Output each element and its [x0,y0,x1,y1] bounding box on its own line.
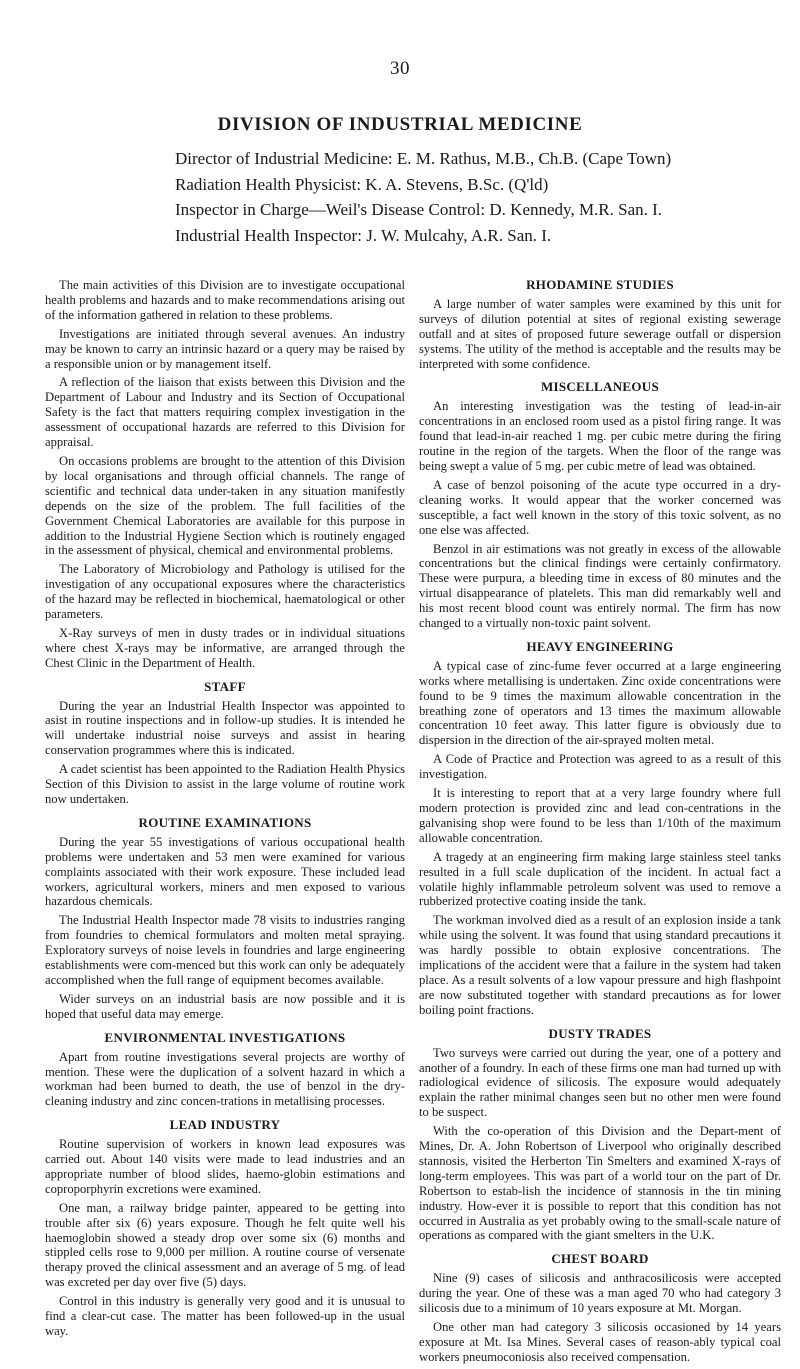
section-heading-chest-board: CHEST BOARD [551,1251,649,1267]
staff-list [175,146,775,248]
paragraph: A tragedy at an engineering firm making large stainless steel tanks resulted in a full scale duplication of the incident. In actual fact a volatile highly inflammable petroleum solvent was used to remove a rubberized protective coating inside the tank. [419,849,781,909]
paragraph: Investigations are initiated through several avenues. An industry may be known to carry an intrinsic hazard or a query may be raised by a responsible union or by management itself. [45,326,405,371]
paragraph: A reflection of the liaison that exists between this Division and the Department of Labour and Industry and its Section of Occupational Safety is the fact that matters requiring complex investigation in the assessment of occupational hazards are referred to this Division for appraisal. [45,375,405,450]
left-column [45,278,405,1343]
paragraph: One man, a railway bridge painter, appeared to be getting into trouble after six (6) years exposure. Though he felt quite well his haemoglobin showed a steady drop over some six (6) months and stippled cells rose to 9,000 per million. A routine course of versenate therapy proved the clinical assessment and an average of 5 mg. of lead was excreted per day over five (5) days. [45,1200,405,1290]
paragraph: A cadet scientist has been appointed to the Radiation Health Physics Section of this Division to assist in the large volume of routine work now undertaken. [45,762,405,806]
paragraph: Benzol in air estimations was not greatly in excess of the allowable concentrations but the clinical findings were certainly confirmatory. These were purpura, a bleeding time in excess of 80 minutes and the virtual disappearance of platelets. This man did remarkably well and his most recent blood count was entirely normal. The firm has now changed to a virtually non-toxic paint solvent. [419,541,781,631]
staff-health-inspector: Industrial Health Inspector: J. W. Mulcahy, A.R. San. I. [175,225,552,245]
paragraph: A typical case of zinc-fume fever occurred at a large engineering works where metallising is undertaken. Zinc oxide concentrations were found to be 9 times the maximum allowable concentration in the breathing zone of operators and 13 times the maximum allowable concentration 10 feet away. This latter figure is obviously due to dispersion in the direction of the air-sprayed molten metal. [419,658,781,748]
paragraph: A Code of Practice and Protection was agreed to as a result of this investigation. [419,752,781,782]
paragraph: The Industrial Health Inspector made 78 visits to industries ranging from foundries to chemical formulators and molten metal spraying. Exploratory surveys of noise levels in foundries and large engineering establishments were com-menced but this work can only be adequately accomplished when the full range of equipment becomes available. [45,913,405,987]
paragraph: The Laboratory of Microbiology and Pathology is utilised for the investigation of any occupational exposures where the characteristics of the hazard may be reflected in biochemical, haematological or other parameters. [45,562,405,622]
right-column [419,278,781,1369]
page-number: 30 [390,58,410,79]
paragraph: Wider surveys on an industrial basis are now possible and it is hoped that useful data may emerge. [45,991,405,1021]
paragraph: One other man had category 3 silicosis occasioned by 14 years exposure at Mt. Isa Mines. Several cases of reason-ably typical coal workers pneumoconiosis also received compensation. [419,1320,781,1364]
staff-inspector-in-charge: Inspector in Charge—Weil's Disease Control: D. Kennedy, M.R. San. I. [175,200,663,219]
paragraph: X-Ray surveys of men in dusty trades or in individual situations where chest X-rays may be informative, are arranged through the Chest Clinic in the Department of Health. [45,625,405,670]
staff-physicist: Radiation Health Physicist: K. A. Stevens, B.Sc. (Q'ld) [175,174,549,194]
paragraph: Control in this industry is generally very good and it is unusual to find a clear-cut case. The matter has been followed-up in the usual way. [45,1294,405,1338]
section-heading-rhodamine: RHODAMINE STUDIES [526,277,674,292]
paragraph: With the co-operation of this Division and the Depart-ment of Mines, Dr. A. John Robertson of Liverpool who originally described stannosis, visited the Herberton Tin Smelters and examined X-rays of long-term employees. This was part of a world tour on the part of Dr. Robertson to estab-lish the incidence of stannosis in the tin mining industry. How-ever it is possible to report that this condition has not occurred in Australia as yet probably owing to the small-scale nature of operations as compared with the giant smelters in the U.K. [419,1124,781,1243]
paragraph: During the year 55 investigations of various occupational health problems were undertaken and 53 men were examined for various complaints associated with their work exposure. These included lead workers, agricultural workers, miners and men exposed to various hazardous chemicals. [45,834,405,909]
section-heading-routine: ROUTINE EXAMINATIONS [138,814,312,830]
section-heading-staff: STAFF [204,678,246,694]
paragraph: A large number of water samples were examined by this unit for surveys of dilution potential at sites of regional existing sewerage outfall and at sites of proposed future sewerage outfall or dispersion systems. The utility of the method is acceptable and the results may be interpreted with some confidence. [419,296,781,371]
staff-director: Director of Industrial Medicine: E. M. Rathus, M.B., Ch.B. (Cape Town) [175,149,672,168]
paragraph: A case of benzol poisoning of the acute type occurred in a dry-cleaning works. It would appear that the worker concerned was susceptible, a fact well known in the story of this toxic solvent, as no one else was affected. [419,477,781,537]
section-heading-lead: LEAD INDUSTRY [169,1117,281,1133]
paragraph: Routine supervision of workers in known lead exposures was carried out. About 140 visits were made to lead industries and an appropriate number of blood slides, haemo-globin estimations and coproporphyrin excretions were examined. [45,1137,405,1196]
section-heading-dusty-trades: DUSTY TRADES [548,1025,652,1041]
division-title: DIVISION OF INDUSTRIAL MEDICINE [217,114,583,135]
paragraph: An interesting investigation was the testing of lead-in-air concentrations in an enclosed room used as a pistol firing range. It was found that lead-in-air reached 1 mg. per cubic metre during the firing routine in the region of the targets. When the floor of the range was being swept a value of 5 mg. per cubic metre of lead was obtained. [419,399,781,473]
paragraph: On occasions problems are brought to the attention of this Division by local organisations and through official channels. The range of scientific and technical data under-taken in any situation manifestly depends on the size of the problem. The full facilities of the Government Chemical Laboratories are available for this purpose in addition to the Industrial Hygiene Section which is routinely engaged in the assessment of physical, chemical and environmental problems. [45,453,405,558]
paragraph: During the year an Industrial Health Inspector was appointed to asist in routine inspections and in follow-up studies. It is intended he will undertake industrial noise surveys and assist in hearing conservation programmes where this is indicated. [45,698,405,758]
section-heading-miscellaneous: MISCELLANEOUS [540,379,660,395]
section-heading-heavy-engineering: HEAVY ENGINEERING [526,638,674,654]
paragraph: Nine (9) cases of silicosis and anthracosilicosis were accepted during the year. One of these was a man aged 70 who had category 3 silicosis due to a minimum of 10 years exposure at Mt. Morgan. [419,1271,781,1316]
paragraph: It is interesting to report that at a very large foundry where full modern protection is provided zinc and lead con-centrations in the galvanising shop were found to be less than 1/10th of the maximum allowable concentration. [419,786,781,845]
section-heading-environmental: ENVIRONMENTAL INVESTIGATIONS [104,1029,346,1045]
paragraph: Apart from routine investigations several projects are worthy of mention. These were the duplication of a solvent hazard in which a workman had been burned to death, the use of benzol in the dry-cleaning industry and zinc concen-trations in metallising processes. [45,1049,405,1109]
paragraph: Two surveys were carried out during the year, one of a pottery and another of a foundry. In each of these firms one man had turned up with radiological evidence of silicosis. The exposure would adequately explain the rather minimal changes seen but no other men were found to be suspect. [419,1045,781,1120]
paragraph: The workman involved died as a result of an explosion inside a tank while using the solvent. It was found that using standard precautions it was hardly possible to obtain explosive concentrations. The implications of the accident were that a failure in the system had taken place. As a result solvents of a low vapour pressure and high flashpoint are now substituted together with standard precautions as for lower boiling point fractions. [419,913,781,1017]
paragraph: The main activities of this Division are to investigate occupational health problems and hazards and to make recommendations arising out of the information gathered in relation to these problems. [45,278,405,322]
